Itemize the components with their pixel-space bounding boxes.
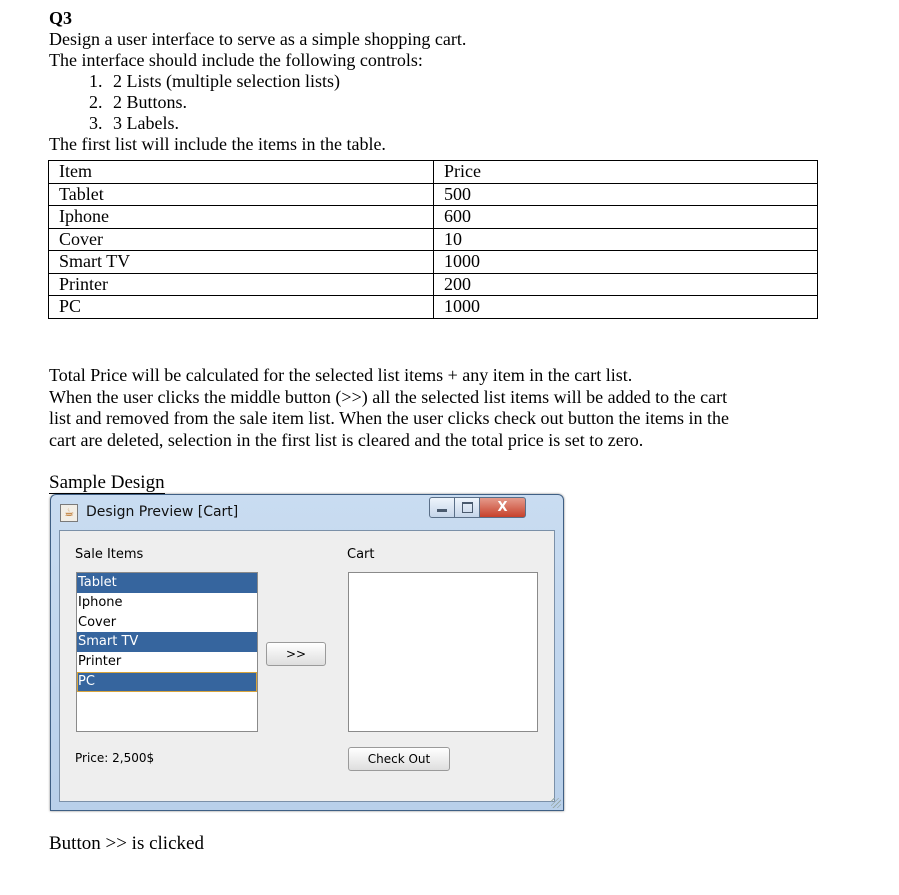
sale-items-label: Sale Items [75,547,144,562]
maximize-button[interactable] [454,497,480,518]
cell-item: Smart TV [49,251,434,274]
paragraph-line: list and removed from the sale item list. When the user clicks check out button the items in the [49,408,730,428]
cell-price: 10 [434,228,818,251]
cell-price: 1000 [434,296,818,319]
list-item: 3. 3 Labels. [107,113,849,134]
java-icon: ☕ [60,504,78,522]
footer-caption: Button >> is clicked [49,833,204,854]
cell-item: Printer [49,273,434,296]
list-item: 2. 2 Buttons. [107,92,849,113]
cart-label: Cart [347,547,375,562]
sale-item-iphone[interactable]: Iphone [78,594,123,610]
paragraph-line: When the user clicks the middle button (>>) all the selected list items will be added to the cart [49,386,728,407]
table-row [49,251,818,274]
check-out-button[interactable]: Check Out [348,747,450,771]
cell-item: Cover [49,228,434,251]
question-line-2: The interface should include the following controls: [49,50,423,70]
cell-item: PC [49,296,434,319]
sample-design-heading [49,472,165,494]
window-title: Design Preview [Cart] [86,504,239,520]
question-title: Q3 [49,8,73,28]
items-table [48,160,818,319]
sample-design-label: Sample Design [49,472,165,493]
controls-list [49,71,849,134]
cell-price: 500 [434,183,818,206]
sale-item-tablet[interactable]: Tablet [77,573,257,593]
paragraph-line: cart are deleted, selection in the first list is cleared and the total price is set to zero. [49,429,644,450]
table-row [49,206,818,229]
cell-item: Iphone [49,206,434,229]
cart-window [50,494,564,811]
close-button[interactable]: X [479,497,526,518]
table-row [49,296,818,319]
sale-items-list[interactable] [76,572,258,732]
cell-item: Tablet [49,183,434,206]
table-header-row [49,161,818,184]
cell-price: 200 [434,273,818,296]
window-titlebar[interactable] [51,495,563,529]
sale-item-printer[interactable]: Printer [78,654,122,670]
cart-list[interactable] [348,572,538,732]
paragraph-line: Total Price will be calculated for the selected list items + any item in the cart list. [49,365,633,385]
resize-grip[interactable] [551,798,561,808]
minimize-icon [437,509,447,512]
sale-item-cover[interactable]: Cover [78,614,117,630]
header-item: Item [49,161,434,184]
price-label: Price: 2,500$ [75,751,155,765]
maximize-icon [462,502,473,513]
minimize-button[interactable] [429,497,455,518]
cell-price: 1000 [434,251,818,274]
cell-price: 600 [434,206,818,229]
table-row [49,273,818,296]
header-price: Price [434,161,818,184]
list-item: 1. 2 Lists (multiple selection lists) [107,71,849,92]
sale-item-smart-tv[interactable]: Smart TV [77,632,257,652]
table-row [49,183,818,206]
question-line-1: Design a user interface to serve as a simple shopping cart. [49,29,467,49]
table-intro: The first list will include the items in the table. [49,134,386,154]
window-content [59,530,555,802]
description-paragraph [49,365,829,451]
table-row [49,228,818,251]
move-to-cart-button[interactable]: >> [266,642,326,666]
sale-item-pc[interactable]: PC [77,672,257,692]
question-text [49,8,849,155]
